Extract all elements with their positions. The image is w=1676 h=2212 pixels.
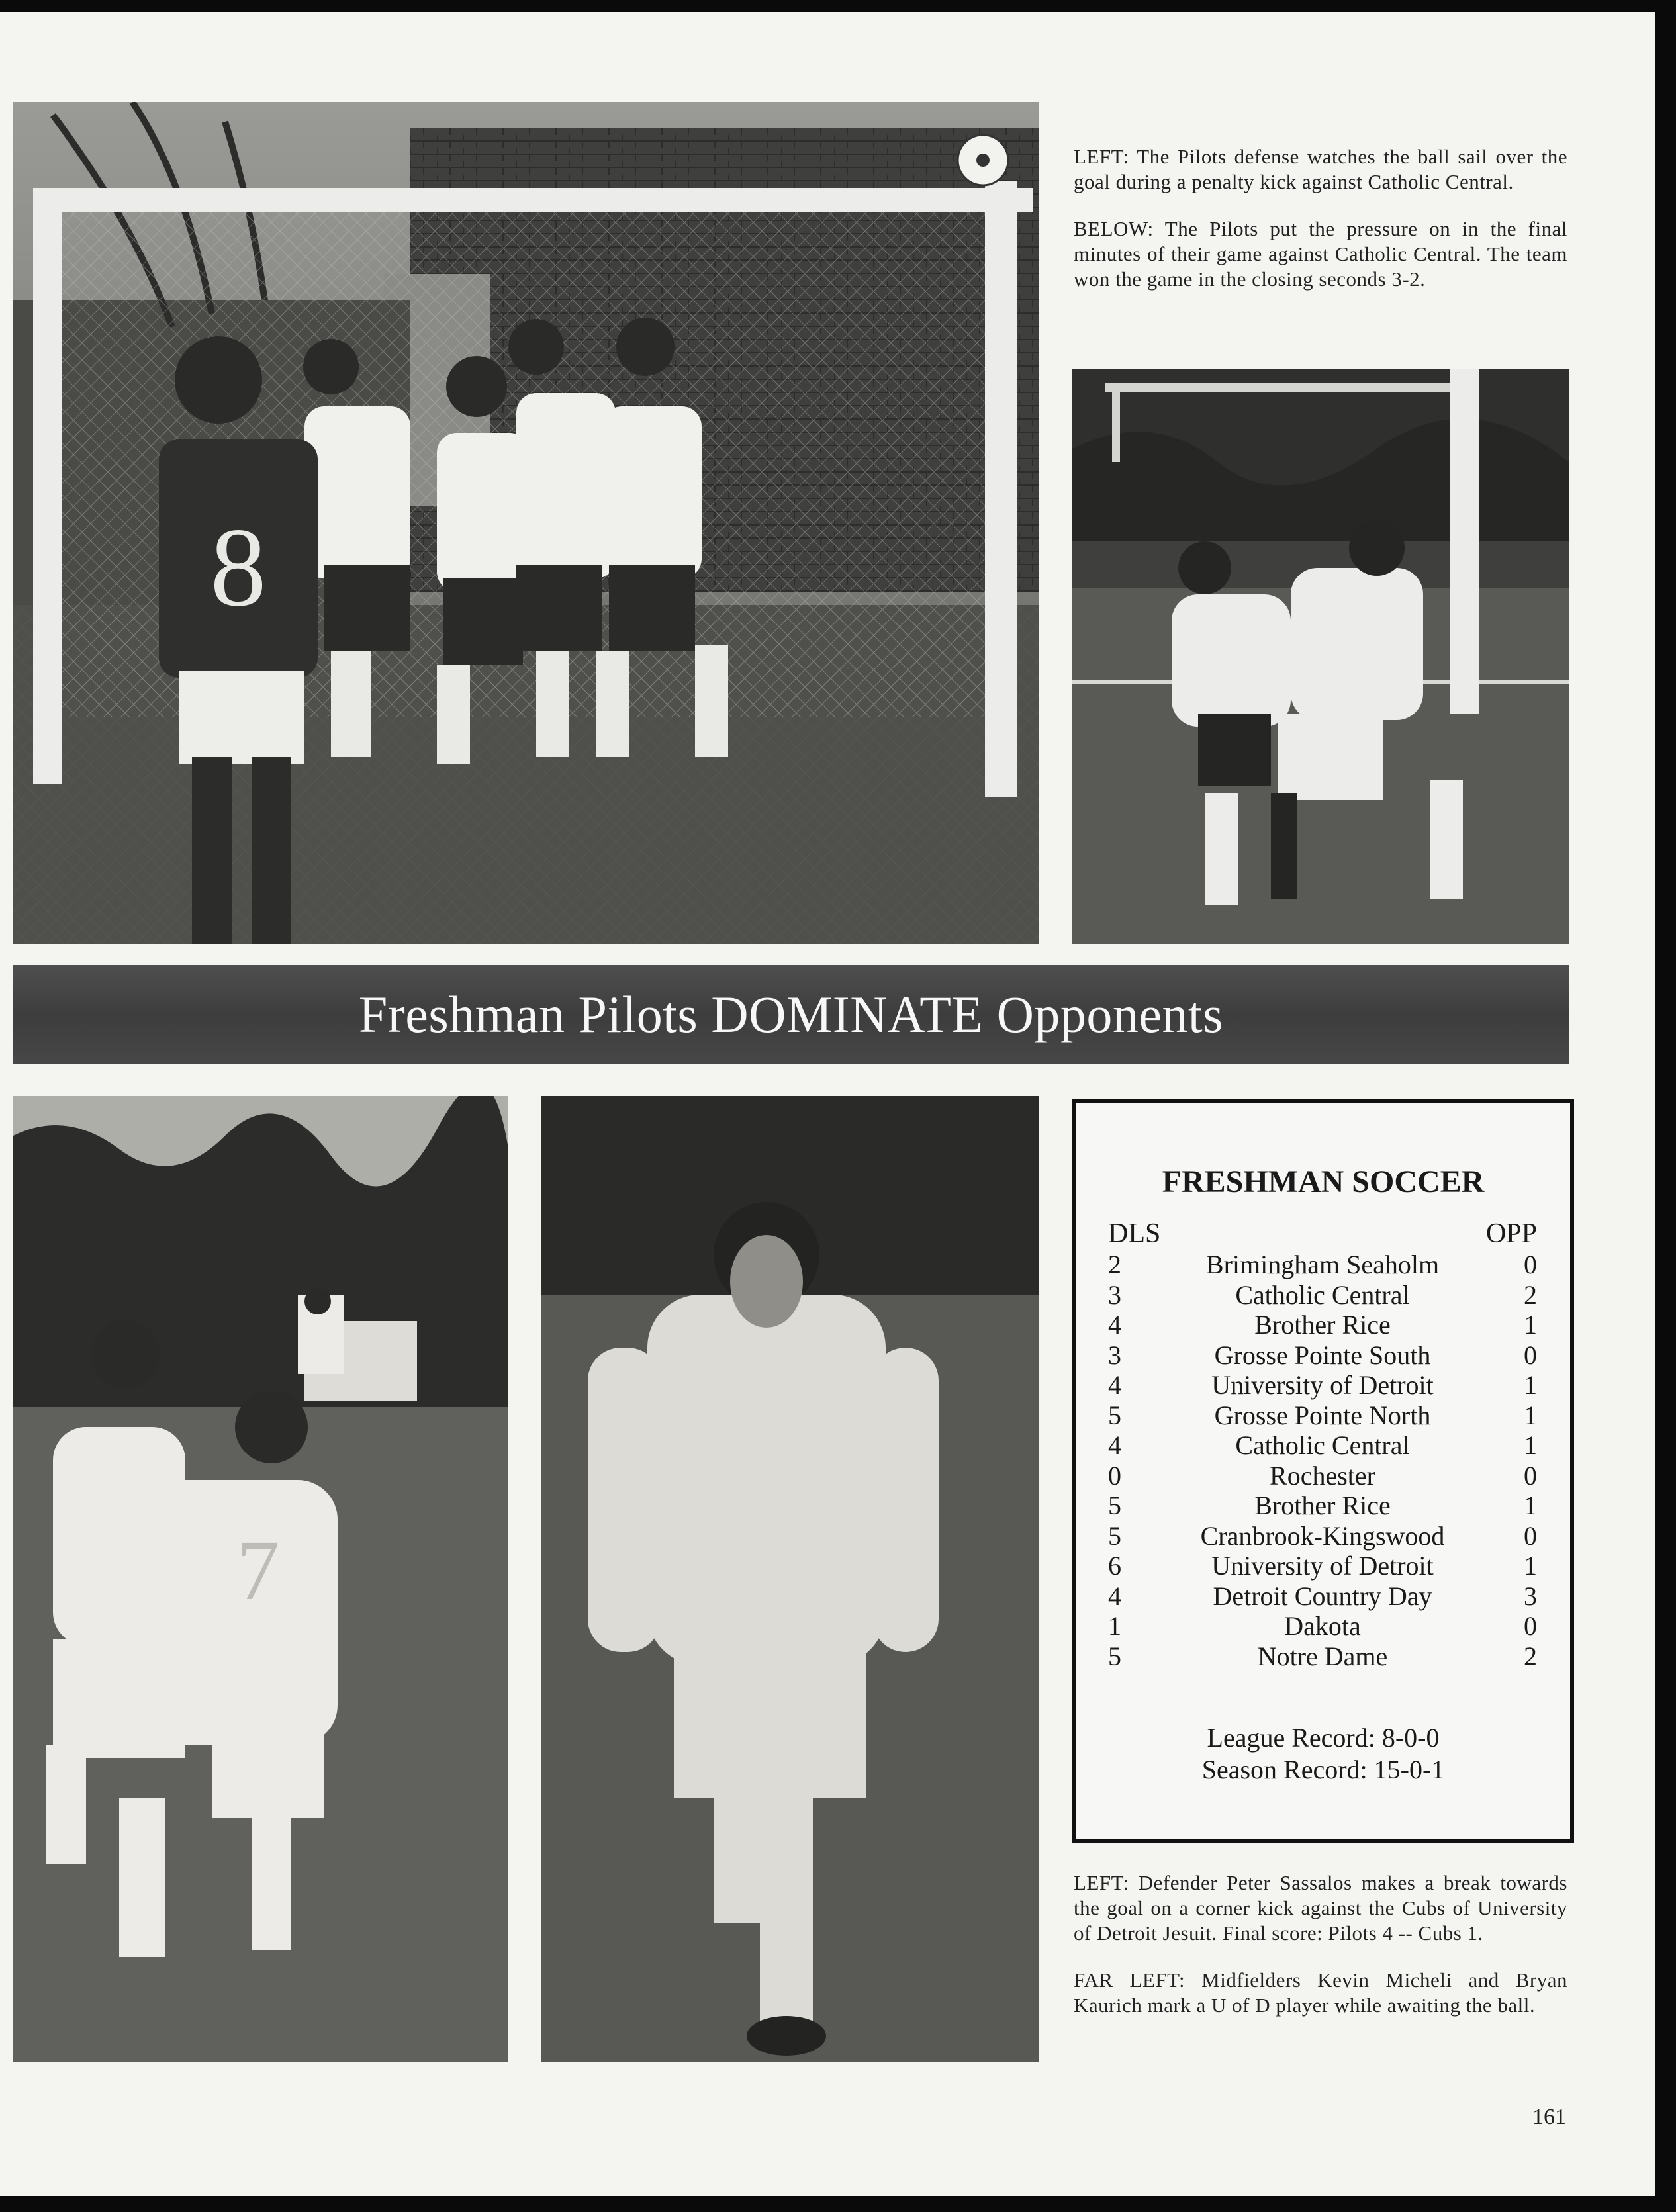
caption-bottom-left: LEFT: Defender Peter Sassalos makes a break towards the goal on a corner kick against the Cubs of University of Detroit Jesuit. Final score: Pilots 4 -- Cubs 1.: [1074, 1871, 1567, 1945]
dls-score: 5: [1108, 1641, 1121, 1671]
opp-score: 1: [1524, 1310, 1537, 1340]
score-row: [1108, 1401, 1537, 1431]
dls-score: 4: [1108, 1370, 1121, 1400]
season-record: Season Record: 15-0-1: [1201, 1755, 1445, 1784]
scoreboard-title: FRESHMAN SOCCER: [1162, 1164, 1485, 1199]
yearbook-page: [0, 12, 1655, 2196]
score-row: [1108, 1250, 1537, 1280]
score-row: [1108, 1280, 1537, 1311]
dls-score: 4: [1108, 1430, 1121, 1460]
opponent-name: Grosse Pointe North: [1214, 1400, 1431, 1430]
page-number: 161: [1532, 2105, 1566, 2129]
score-row: [1108, 1461, 1537, 1491]
opponent-name: Detroit Country Day: [1213, 1581, 1432, 1611]
dls-score: 0: [1108, 1460, 1121, 1491]
dls-score: 3: [1108, 1279, 1121, 1310]
dls-score: 4: [1108, 1581, 1121, 1611]
opponent-name: University of Detroit: [1211, 1370, 1434, 1400]
opp-score: 0: [1524, 1520, 1537, 1551]
headline-title: Freshman Pilots DOMINATE Opponents: [358, 986, 1224, 1043]
dls-score: 3: [1108, 1340, 1121, 1370]
dls-score: 5: [1108, 1400, 1121, 1430]
caption-top-left: LEFT: The Pilots defense watches the ball sail over the goal during a penalty kick against Catholic Central.: [1074, 145, 1567, 193]
opp-score: 0: [1524, 1611, 1537, 1641]
caption-bottom-far-left: FAR LEFT: Midfielders Kevin Micheli and Bryan Kaurich mark a U of D player while awaiting the ball.: [1074, 1968, 1567, 2017]
captions-bottom: [1074, 1870, 1567, 2040]
dls-score: 4: [1108, 1310, 1121, 1340]
opp-score: 0: [1524, 1250, 1537, 1279]
opponent-name: Notre Dame: [1257, 1641, 1388, 1671]
column-header-dls: DLS: [1108, 1219, 1161, 1249]
opp-score: 2: [1524, 1279, 1537, 1310]
captions-top: [1074, 144, 1567, 314]
score-row: [1108, 1491, 1537, 1521]
league-record: League Record: 8-0-0: [1207, 1723, 1440, 1753]
caption-top-below: BELOW: The Pilots put the pressure on in the final minutes of their game against Catholic Central. The team won the game in the closing seconds 3-2.: [1074, 217, 1567, 291]
photo-pressure: [1072, 369, 1569, 944]
opp-score: 2: [1524, 1641, 1537, 1671]
svg-text:8: 8: [210, 505, 267, 629]
opp-score: 1: [1524, 1370, 1537, 1400]
opponent-name: Brother Rice: [1254, 1491, 1391, 1520]
score-row: [1108, 1521, 1537, 1551]
opp-score: 3: [1524, 1581, 1537, 1611]
opponent-name: University of Detroit: [1211, 1551, 1434, 1581]
opp-score: 0: [1524, 1340, 1537, 1370]
score-row: [1108, 1310, 1537, 1340]
scoreboard-rows: [1108, 1250, 1537, 1671]
score-row: [1108, 1641, 1537, 1672]
dls-score: 2: [1108, 1250, 1121, 1279]
opp-score: 1: [1524, 1400, 1537, 1430]
score-row: [1108, 1611, 1537, 1641]
dls-score: 5: [1108, 1520, 1121, 1551]
opponent-name: Grosse Pointe South: [1214, 1340, 1431, 1370]
opp-score: 1: [1524, 1430, 1537, 1460]
photo-midfielders: [13, 1096, 508, 2062]
opponent-name: Dakota: [1284, 1611, 1361, 1641]
opp-score: 1: [1524, 1491, 1537, 1520]
column-header-opp: OPP: [1485, 1219, 1537, 1249]
opponent-name: Brimingham Seaholm: [1205, 1250, 1440, 1279]
freshman-soccer-scoreboard: [1072, 1099, 1574, 1843]
opponent-name: Rochester: [1270, 1460, 1375, 1491]
opp-score: 1: [1524, 1551, 1537, 1581]
headline-banner: [13, 965, 1569, 1064]
opponent-name: Catholic Central: [1235, 1430, 1410, 1460]
photo-defender-break: [541, 1096, 1039, 2062]
dls-score: 5: [1108, 1491, 1121, 1520]
opponent-name: Catholic Central: [1235, 1279, 1410, 1310]
score-row: [1108, 1551, 1537, 1581]
dls-score: 6: [1108, 1551, 1121, 1581]
score-row: [1108, 1340, 1537, 1371]
score-row: [1108, 1430, 1537, 1461]
opp-score: 0: [1524, 1460, 1537, 1491]
photo-goal-defense: [13, 102, 1039, 944]
score-row: [1108, 1581, 1537, 1612]
opponent-name: Brother Rice: [1254, 1310, 1391, 1340]
opponent-name: Cranbrook-Kingswood: [1200, 1520, 1445, 1551]
svg-text:7: 7: [236, 1523, 280, 1618]
score-row: [1108, 1370, 1537, 1401]
dls-score: 1: [1108, 1611, 1121, 1641]
